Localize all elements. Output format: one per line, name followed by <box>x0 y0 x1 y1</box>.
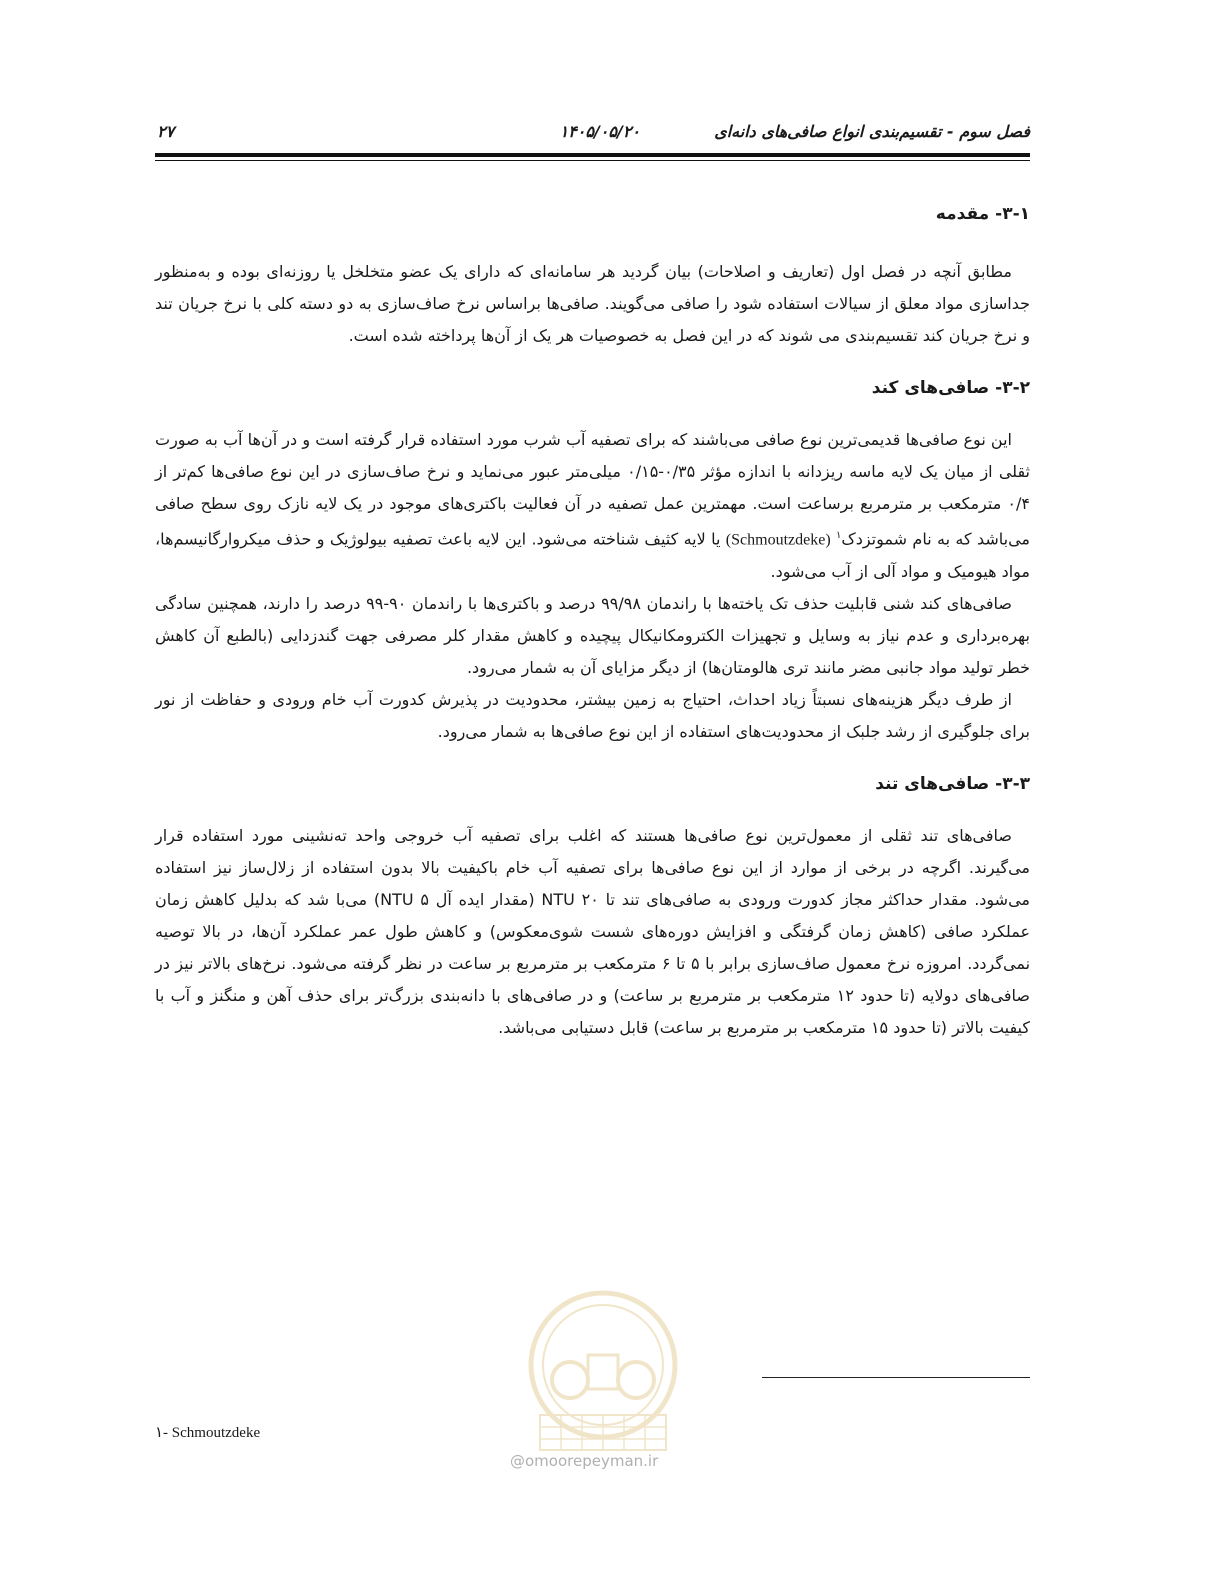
paragraph-slow-filters-2: صافی‌های کند شنی قابلیت حذف تک یاخته‌ها با راندمان ۹۹/۹۸ درصد و باکتری‌ها با راندمان ۹۰-۹۹ درصد را دارند، همچنین سادگی بهره‌برداری و عدم نیاز به وسایل و تجهیزات الکترومکانیکال پیچیده و کاهش مقدار کلر مصرفی جهت گندزدایی (بالطبع آن کاهش خطر تولید مواد جانبی مضر مانند تری هالومتان‌ها) از دیگر مزایای آن به شمار می‌رود. <box>155 594 1030 678</box>
header-rule-thin <box>155 160 1030 161</box>
watermark-url: @omoorepeyman.ir <box>510 1452 659 1470</box>
latin-term: (Schmoutzdeke) <box>725 531 831 549</box>
main-content <box>155 198 1030 1044</box>
chapter-title: فصل سوم - تقسیم‌بندی انواع صافی‌های دانه‌ای <box>714 122 1030 141</box>
paragraph-rapid-filters: صافی‌های تند ثقلی از معمول‌ترین نوع صافی‌ها هستند که اغلب برای تصفیه آب خروجی واحد ته‌نشینی مورد استفاده قرار می‌گیرند. اگرچه در برخی از موارد از این نوع صافی‌ها برای تصفیه آب خام باکیفیت بالا بدون استفاده از زلال‌ساز نیز استفاده می‌شود. مقدار حداکثر مجاز کدورت ورودی به صافی‌های تند تا ۲۰ NTU (مقدار ایده آل ۵ NTU) می‌با شد که بدلیل کاهش زمان عملکرد صافی (کاهش زمان گرفتگی و افزایش دوره‌های شست شوی‌معکوس) و کاهش طول عمر عملکرد آن‌ها، در بالا توصیه نمی‌گردد. امروزه نرخ معمول صاف‌سازی برابر با ۵ تا ۶ مترمکعب بر مترمربع بر ساعت در نظر گرفته می‌شود. نرخ‌های بالاتر نیز در صافی‌های دولایه (تا حدود ۱۲ مترمکعب بر مترمربع بر ساعت) و در صافی‌های با دانه‌بندی بزرگ‌تر برای حذف آهن و منگنز و آب با کیفیت بالاتر (تا حدود ۱۵ مترمکعب بر مترمربع بر ساعت) قابل دستیابی می‌باشد. <box>155 826 1031 1038</box>
section-heading-slow-filters: ۳-۲- صافی‌های کند <box>871 378 1030 398</box>
footnote: ۱- Schmoutzdeke <box>155 1425 261 1441</box>
header-rule-thick <box>155 153 1030 157</box>
page-number: ۲۷ <box>157 122 175 141</box>
paragraph-slow-filters-3: از طرف دیگر هزینه‌های نسبتاً زیاد احداث، احتیاج به زمین بیشتر، محدودیت در پذیرش کدورت آب خام ورودی و حفاظت از نور برای جلوگیری از رشد جلبک از محدودیت‌های استفاده از این نوع صافی‌ها به شمار می‌رود. <box>155 690 1030 742</box>
paragraph-intro: مطابق آنچه در فصل اول (تعاریف و اصلاحات) بیان گردید هر سامانه‌ای که دارای یک عضو متخلخل یا روزنه‌ای بوده و به‌منظور جداسازی مواد معلق از سیالات استفاده شود را صافی می‌گویند. صافی‌ها براساس نرخ صاف‌سازی به دو دسته کلی با نرخ جریان تند و نرخ جریان کند تقسیم‌بندی می شوند که در این فصل به خصوصیات هر یک از آن‌ها پرداخته شده است. <box>155 262 1030 345</box>
header-date: ۱۴۰۵/۰۵/۲۰ <box>559 122 640 141</box>
footnote-rule <box>762 1377 1030 1378</box>
section-heading-rapid-filters: ۳-۳- صافی‌های تند <box>875 774 1030 795</box>
section-heading-intro: ۳-۱- مقدمه <box>935 204 1030 224</box>
paragraph-slow-filters-1 <box>155 424 1030 588</box>
paragraph-text: این نوع صافی‌ها قدیمی‌ترین نوع صافی می‌باشند که برای تصفیه آب شرب مورد استفاده قرار گرفته است و در آن‌ها آب به صورت ثقلی از میان یک لایه ماسه ریزدانه با اندازه مؤثر ۰/۳۵-۰/۱۵ میلی‌متر عبور می‌نماید و نرخ صاف‌سازی در این نوع صافی‌ها کم‌تر از ۰/۴ مترمکعب بر مترمربع برساعت است. مهمترین عمل تصفیه در آن فعالیت باکتری‌های موجود در یک لایه نازک روی سطح صافی می‌باشد که به نام شموتزدک <box>155 430 1031 549</box>
paragraph-text: یا لایه کثیف شناخته می‌شود. این لایه باعث تصفیه بیولوژیک و حذف میکروارگانیسم‌ها، مواد هیومیک و مواد آلی از آب می‌شود. <box>155 529 1030 582</box>
footnote-ref: ۱ <box>836 530 842 541</box>
page-header <box>155 118 1030 148</box>
